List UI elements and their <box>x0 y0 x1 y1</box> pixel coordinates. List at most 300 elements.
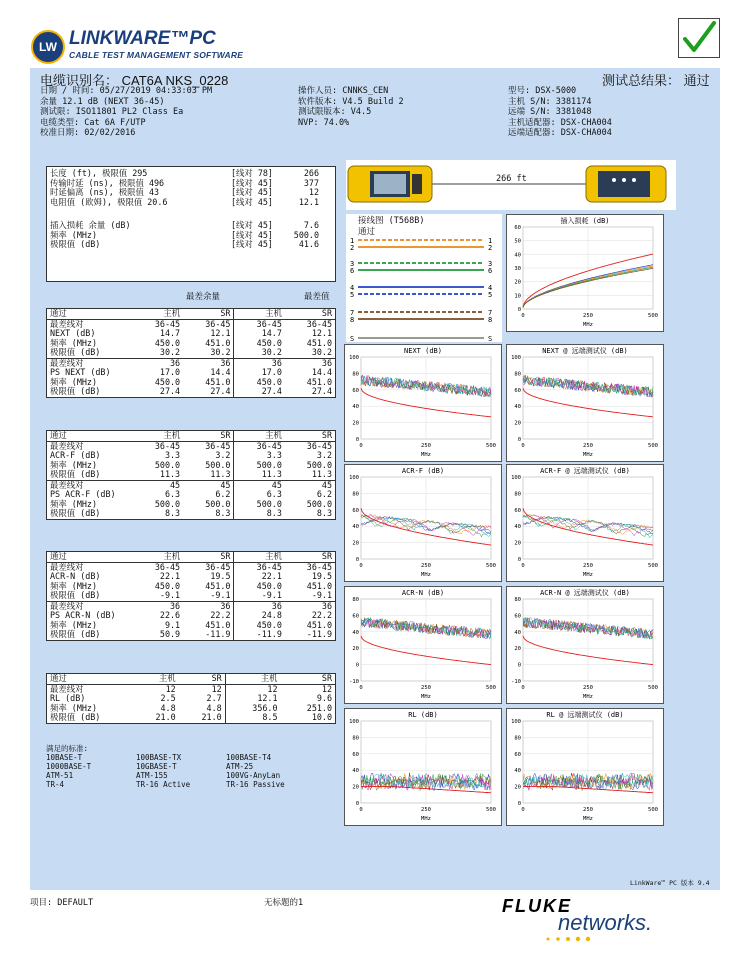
summary-value: 7.6 <box>303 220 319 230</box>
y-tick-label: 100 <box>511 475 521 481</box>
x-tick-label: 0 <box>359 685 363 691</box>
table-header-cell: SR <box>183 552 234 562</box>
table-cell: 45 <box>133 480 183 490</box>
table-cell: 36-45 <box>205 440 231 451</box>
x-tick-label: 0 <box>359 563 363 569</box>
table-row <box>47 630 335 640</box>
standard-item: ATM-155 <box>136 771 168 780</box>
table-cell: 11.3 <box>234 470 285 480</box>
table-cell: 10.0 <box>311 712 332 722</box>
x-tick-label: 500 <box>648 443 658 449</box>
summary-pair: [线对 45] <box>231 220 273 230</box>
table-cell: 8.3 <box>164 508 181 518</box>
x-axis-label: MHz <box>583 322 593 328</box>
y-tick-label: 0 <box>517 557 521 563</box>
table-cell: 36-45 <box>234 562 285 572</box>
table-cell: 500.0 <box>234 500 285 510</box>
y-tick-label: 100 <box>349 719 359 725</box>
table-cell: 11.3 <box>159 469 181 479</box>
table-cell: 500.0 <box>154 498 181 509</box>
table-cell: -9.1 <box>159 590 181 600</box>
wiremap-status: 通过 <box>358 227 376 237</box>
table-header-cell: 主机 <box>133 431 183 441</box>
test-table <box>46 430 336 520</box>
wiremap-pin-left: S <box>350 335 355 342</box>
x-tick-label: 0 <box>359 807 363 813</box>
table-cell: 451.0 <box>306 580 332 591</box>
wiremap-pin-right: 2 <box>488 244 493 252</box>
y-tick-label: 40 <box>352 524 359 531</box>
table-cell: 12.1 <box>311 328 332 338</box>
table-cell: 最差线对 <box>50 561 84 572</box>
table-cell: 9.6 <box>316 693 332 703</box>
table-cell: 27.4 <box>210 386 231 396</box>
table-cell: 12 <box>165 683 176 694</box>
table-header-cell: SR <box>285 431 335 441</box>
table-cell: 451.0 <box>306 337 332 348</box>
x-tick-label: 250 <box>421 563 431 569</box>
standard-item: 10BASE-T <box>46 753 83 762</box>
standards-section <box>46 744 336 793</box>
wiremap-pin-right: 5 <box>488 291 493 299</box>
table-header-cell: 主机 <box>225 674 280 684</box>
table-cell: 50.9 <box>159 629 181 639</box>
y-tick-label: 60 <box>352 387 359 394</box>
table-cell: 36 <box>285 358 335 368</box>
table-cell: 36-45 <box>154 440 181 451</box>
y-tick-label: 0 <box>517 662 521 669</box>
table-header-cell: SR <box>183 309 234 319</box>
table-cell: 极限值 (dB) <box>50 386 101 396</box>
y-tick-label: 0 <box>517 437 521 443</box>
info-left <box>40 86 212 139</box>
standards-column <box>46 753 91 789</box>
wiremap-pin-left: 1 <box>350 237 355 245</box>
table-cell: 36-45 <box>306 561 332 572</box>
table-cell: 最差线对 <box>50 318 84 329</box>
table-cell: 450.0 <box>154 376 181 387</box>
chart-title: RL (dB) <box>408 711 438 719</box>
project-label: 项目: DEFAULT <box>30 898 94 908</box>
y-tick-label: 20 <box>514 420 521 427</box>
x-tick-label: 500 <box>486 443 496 449</box>
y-tick-label: 60 <box>514 387 521 394</box>
info-line: 测试限: ISO11801 PL2 Class Ea <box>40 107 184 117</box>
table-cell: 3.2 <box>316 450 332 460</box>
table-cell: PS ACR-N (dB) <box>50 610 116 620</box>
summary-label: 电阻值 (欧姆), 极限值 20.6 <box>50 196 168 207</box>
table-cell: -11.9 <box>234 630 285 640</box>
table-cell: 36-45 <box>154 561 181 572</box>
summary-row <box>47 240 335 250</box>
table-cell: 6.3 <box>164 489 181 499</box>
y-tick-label: 60 <box>514 225 521 231</box>
summary-pair: [线对 78] <box>231 168 273 178</box>
table-header-cell: SR <box>183 431 234 441</box>
table-header-cell: SR <box>179 674 226 684</box>
table-header-cell: SR <box>281 674 335 684</box>
info-line: 余量 12.1 dB (NEXT 36-45) <box>40 96 165 107</box>
table-header-cell: 主机 <box>234 552 285 562</box>
table-cell: 500.0 <box>306 459 332 470</box>
x-axis-label: MHz <box>421 694 431 700</box>
standard-item: 100BASE-TX <box>136 753 182 762</box>
table-cell: 频率 (MHz) <box>50 498 98 509</box>
chart-svg <box>345 709 501 825</box>
x-tick-label: 500 <box>648 807 658 813</box>
x-tick-label: 250 <box>583 807 593 813</box>
table-header-cell: 通过 <box>47 431 133 441</box>
x-tick-label: 0 <box>521 443 525 449</box>
standard-item: 100VG-AnyLan <box>226 771 281 780</box>
table-cell: 3.3 <box>234 451 285 461</box>
table-cell: 14.7 <box>234 329 285 339</box>
table-cell: 19.5 <box>311 571 332 581</box>
x-tick-label: 0 <box>359 443 363 449</box>
y-tick-label: 40 <box>352 629 359 636</box>
standard-item: TR-4 <box>46 780 65 789</box>
chart-title: ACR-F (dB) <box>401 467 445 475</box>
y-tick-label: 80 <box>514 735 521 742</box>
summary-row <box>47 198 335 208</box>
table-cell: 14.4 <box>311 367 332 377</box>
table-cell: 21.0 <box>155 712 176 722</box>
chart-acrf <box>344 464 502 582</box>
summary-label: 极限值 (dB) <box>50 239 101 249</box>
summary-value: 266 <box>303 168 319 178</box>
chart-next <box>506 344 664 462</box>
table-header-cell: SR <box>285 552 335 562</box>
table-cell: 36-45 <box>154 318 181 329</box>
linkware-logo <box>31 30 271 64</box>
table-cell: 36-45 <box>234 441 285 451</box>
y-tick-label: 10 <box>514 293 521 300</box>
table-cell: 极限值 (dB) <box>50 469 101 479</box>
cable-id: 电缆识别名： CAT6A NKS_0228 <box>40 73 229 88</box>
table-cell: 11.3 <box>210 469 231 479</box>
info-line: 测试限版本: V4.5 <box>298 107 372 117</box>
fluke-brand-bottom: networks. <box>558 910 653 935</box>
x-tick-label: 250 <box>583 443 593 449</box>
y-tick-label: 60 <box>514 751 521 758</box>
table-cell: 8.3 <box>215 508 231 518</box>
info-line: 操作人员: CNNKS_CEN <box>298 86 389 96</box>
summary-label: 长度 (ft), 极限值 295 <box>50 168 148 178</box>
chart-il <box>506 214 664 332</box>
y-tick-label: 0 <box>355 437 359 443</box>
summary-value: 12.1 <box>298 196 319 207</box>
summary-pair: [线对 45] <box>231 177 273 188</box>
chart-title: ACR-F @ 远端测试仪 (dB) <box>540 467 630 475</box>
wiremap-pin-left: 2 <box>350 244 355 252</box>
table-cell: 8.3 <box>234 509 285 519</box>
chart-acrf <box>506 464 664 582</box>
cable-length: 266 ft <box>496 174 527 184</box>
wiremap-pin-right: 4 <box>488 284 493 292</box>
table-header-cell: 通过 <box>47 552 133 562</box>
wiremap-pin-left: 5 <box>350 291 355 299</box>
standard-item: ATM-25 <box>226 762 254 771</box>
summary-label: 插入损耗 余量 (dB) <box>50 220 131 230</box>
y-tick-label: 0 <box>355 801 359 807</box>
chart-rl <box>506 708 664 826</box>
x-axis-label: MHz <box>583 694 593 700</box>
tester-devices-icon <box>346 160 676 210</box>
logo-badge: LW <box>31 30 65 64</box>
table-cell: 12 <box>225 684 280 694</box>
x-tick-label: 500 <box>648 563 658 569</box>
wiremap-pin-left: 6 <box>350 267 355 275</box>
table-cell: 36-45 <box>205 318 231 329</box>
table-cell: NEXT (dB) <box>50 328 96 338</box>
table-cell: 19.5 <box>210 571 231 581</box>
x-tick-label: 250 <box>421 685 431 691</box>
logo-subtitle: CABLE TEST MANAGEMENT SOFTWARE <box>69 50 244 60</box>
fluke-brand-top: FLUKE <box>502 896 572 916</box>
y-tick-label: 100 <box>511 719 521 725</box>
table-cell: 36 <box>183 601 234 611</box>
standards-column <box>226 753 285 789</box>
chart-title: NEXT (dB) <box>404 347 442 355</box>
y-tick-label: 80 <box>514 491 521 498</box>
fluke-logo <box>502 896 682 944</box>
table-cell: 最差线对 <box>50 440 84 451</box>
table-cell: 30.2 <box>159 347 181 357</box>
worst-value-label: 最差值 <box>304 292 330 302</box>
y-tick-label: 60 <box>352 613 359 620</box>
table-cell: 450.0 <box>234 621 285 631</box>
info-line: 电缆类型: Cat 6A F/UTP <box>40 117 146 128</box>
table-cell: 频率 (MHz) <box>50 580 98 591</box>
wiremap-pin-left: 4 <box>350 284 355 292</box>
wiremap-pin-left: 7 <box>350 309 355 317</box>
y-tick-label: 60 <box>514 613 521 620</box>
y-tick-label: 20 <box>352 420 359 427</box>
chart-next <box>344 344 502 462</box>
table-header-cell: 通过 <box>47 309 133 319</box>
table-cell: 45 <box>234 480 285 490</box>
summary-pair: [线对 45] <box>231 187 273 197</box>
table-cell: 30.2 <box>234 348 285 358</box>
standard-item: 100BASE-T4 <box>226 753 272 762</box>
table-cell: 12 <box>211 683 222 694</box>
x-tick-label: 250 <box>421 807 431 813</box>
table-cell: 36 <box>234 358 285 368</box>
x-axis-label: MHz <box>583 452 593 458</box>
standard-item: ATM-51 <box>46 771 74 780</box>
y-tick-label: 20 <box>352 540 359 547</box>
chart-title: 插入损耗 (dB) <box>560 217 610 225</box>
chart-svg <box>507 587 663 703</box>
table-cell: 451.0 <box>205 376 231 387</box>
chart-svg <box>345 465 501 581</box>
table-cell: 17.0 <box>159 367 181 377</box>
table-cell: 极限值 (dB) <box>50 347 101 357</box>
table-cell: 8.5 <box>225 713 280 723</box>
table-row <box>47 509 335 519</box>
table-cell: 最差线对 <box>47 358 133 368</box>
table-cell: 14.4 <box>210 367 231 377</box>
y-tick-label: 40 <box>514 524 521 531</box>
table-header-row <box>47 309 335 319</box>
table-cell: 22.1 <box>234 572 285 582</box>
standard-item: 10GBASE-T <box>136 762 177 771</box>
info-line: 校准日期: 02/02/2016 <box>40 128 136 138</box>
table-cell: 6.2 <box>316 489 332 499</box>
table-header-cell: 主机 <box>133 552 183 562</box>
table-cell: 22.2 <box>210 610 231 620</box>
table-header-row <box>47 674 335 684</box>
table-cell: RL (dB) <box>50 693 86 703</box>
table-cell: 356.0 <box>225 704 280 714</box>
table-cell: 6.2 <box>215 489 231 499</box>
table-cell: 451.0 <box>306 376 332 387</box>
info-line: 型号: DSX-5000 <box>508 86 577 96</box>
info-line: 远端 S/N: 3381048 <box>508 107 592 117</box>
wiremap-pin-right: 6 <box>488 267 493 275</box>
wiremap-panel <box>346 214 502 342</box>
info-line: 主机 S/N: 3381174 <box>508 96 592 107</box>
table-cell: 45 <box>285 480 335 490</box>
y-tick-label: 0 <box>517 801 521 807</box>
summary-label: 传输时延 (ns), 极限值 496 <box>50 177 165 188</box>
checkmark-icon <box>679 19 719 57</box>
info-line: 日期 / 时间: 05/27/2019 04:33:03 PM <box>40 86 213 96</box>
x-tick-label: 0 <box>521 313 525 319</box>
wiremap-pin-right: S <box>488 335 493 342</box>
table-cell: 450.0 <box>154 580 181 591</box>
test-table <box>46 673 336 724</box>
table-cell: 450.0 <box>234 339 285 349</box>
table-cell: 500.0 <box>234 461 285 471</box>
summary-value: 12 <box>308 187 319 197</box>
x-tick-label: 0 <box>521 807 525 813</box>
table-cell: 17.0 <box>234 368 285 378</box>
x-tick-label: 250 <box>583 313 593 319</box>
info-line: NVP: 74.0% <box>298 117 350 128</box>
y-tick-label: 40 <box>352 404 359 411</box>
x-axis-label: MHz <box>421 572 431 578</box>
info-right <box>508 86 612 139</box>
table-cell: 36-45 <box>306 440 332 451</box>
y-tick-label: 80 <box>352 491 359 498</box>
table-cell: 2.5 <box>160 693 176 703</box>
standard-item: TR-16 Active <box>136 780 191 789</box>
table-cell: 12.1 <box>210 328 231 338</box>
table-cell: 27.4 <box>234 387 285 397</box>
table-header-cell: 主机 <box>234 309 285 319</box>
table-cell: 3.3 <box>164 450 181 460</box>
table-cell: 21.0 <box>201 712 222 722</box>
table-cell: 24.8 <box>234 611 285 621</box>
table-cell: 22.6 <box>159 610 181 620</box>
table-cell: 36 <box>234 601 285 611</box>
table-cell: 最差线对 <box>47 601 133 611</box>
wiremap-pin-right: 7 <box>488 309 493 317</box>
chart-acrn <box>344 586 502 704</box>
table-cell: 极限值 (dB) <box>50 508 101 518</box>
standard-item: 1000BASE-T <box>46 762 92 771</box>
table-header-cell: 主机 <box>133 674 179 684</box>
y-tick-label: -10 <box>511 679 521 685</box>
table-cell: 30.2 <box>210 347 231 357</box>
x-tick-label: 500 <box>486 807 496 813</box>
y-tick-label: 80 <box>352 597 359 603</box>
table-cell: 36 <box>133 358 183 368</box>
table-cell: -9.1 <box>311 590 332 600</box>
y-tick-label: 20 <box>352 646 359 653</box>
table-cell: ACR-F (dB) <box>50 450 101 460</box>
x-tick-label: 500 <box>648 685 658 691</box>
x-axis-label: MHz <box>421 816 431 822</box>
table-cell: 36-45 <box>234 319 285 329</box>
chart-svg <box>345 345 501 461</box>
table-cell: 14.7 <box>159 328 181 338</box>
y-tick-label: 60 <box>352 507 359 514</box>
table-header-row <box>47 552 335 562</box>
chart-svg <box>507 345 663 461</box>
summary-pair: [线对 45] <box>231 239 273 249</box>
y-tick-label: 40 <box>514 629 521 636</box>
summary-value: 500.0 <box>293 229 319 240</box>
table-cell: 8.3 <box>316 508 332 518</box>
table-cell: 9.1 <box>164 619 181 630</box>
table-cell: 450.0 <box>234 582 285 592</box>
table-cell: 极限值 (dB) <box>50 712 101 722</box>
table-header-cell: 主机 <box>234 431 285 441</box>
table-cell: 12 <box>321 683 332 694</box>
version-label: LinkWare™ PC 版本 9.4 <box>630 879 710 887</box>
test-table <box>46 551 336 641</box>
x-tick-label: 500 <box>648 313 658 319</box>
table-cell: 36 <box>133 601 183 611</box>
y-tick-label: -10 <box>349 679 359 685</box>
info-line: 软件版本: V4.5 Build 2 <box>298 96 404 107</box>
table-cell: 4.8 <box>160 702 176 713</box>
chart-svg <box>507 709 663 825</box>
summary-panel <box>46 166 336 282</box>
table-row <box>47 348 335 358</box>
table-header-cell: 通过 <box>47 674 133 684</box>
x-tick-label: 500 <box>486 563 496 569</box>
table-cell: -9.1 <box>210 590 231 600</box>
pass-check-box <box>678 18 720 58</box>
y-tick-label: 100 <box>511 355 521 361</box>
y-tick-label: 100 <box>349 475 359 481</box>
table-cell: 频率 (MHz) <box>50 376 98 387</box>
y-tick-label: 20 <box>514 784 521 791</box>
table-cell: 36 <box>183 358 234 368</box>
table-cell: 11.3 <box>311 469 332 479</box>
y-tick-label: 50 <box>514 238 521 245</box>
table-row <box>47 470 335 480</box>
device-panel <box>346 160 676 210</box>
x-tick-label: 250 <box>421 443 431 449</box>
table-cell: 450.0 <box>234 378 285 388</box>
x-tick-label: 0 <box>521 563 525 569</box>
table-row <box>47 591 335 601</box>
wiremap-pin-left: 3 <box>350 260 355 268</box>
info-mid <box>298 86 404 128</box>
table-row <box>47 713 335 723</box>
y-tick-label: 20 <box>352 784 359 791</box>
table-row <box>47 684 335 694</box>
table-cell: 极限值 (dB) <box>50 590 101 600</box>
chart-svg <box>345 587 501 703</box>
info-line: 远端适配器: DSX-CHA004 <box>508 128 612 138</box>
y-tick-label: 20 <box>514 279 521 286</box>
y-tick-label: 40 <box>514 404 521 411</box>
